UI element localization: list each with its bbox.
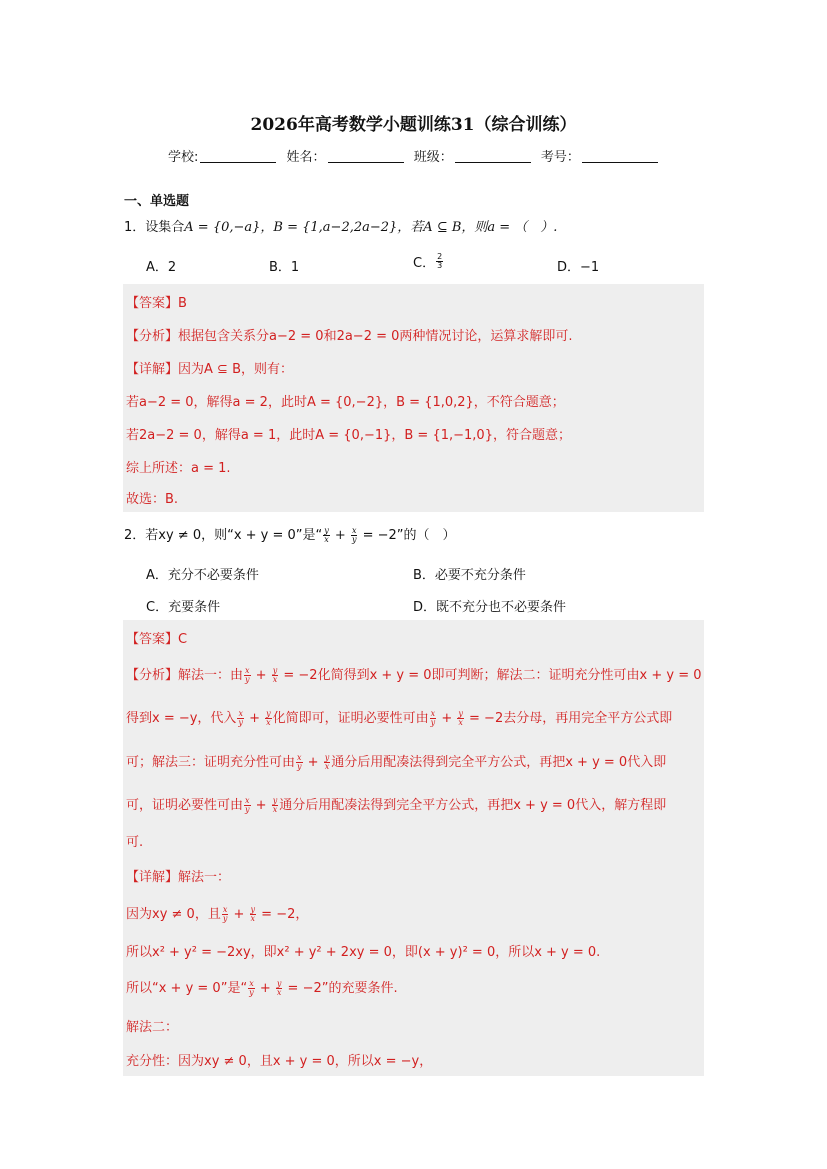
q2-detail-line-2: 因为xy ≠ 0，且 $\frac{x}{y}$ + $\frac{y}{x}$ = −2，: [126, 905, 309, 923]
fraction-y-over-x: $\frac{y}{x}$: [272, 796, 278, 814]
q2-option-c: C．充要条件: [146, 600, 221, 615]
q2-detail-line-5: 解法二：: [126, 1020, 179, 1035]
number-label: 考号：: [540, 150, 580, 165]
fraction-x-over-y: $\frac{x}{y}$: [238, 709, 243, 727]
q1-option-c-label: C．: [413, 256, 436, 271]
q2-analysis-line-2: 得到x = −y，代入 $\frac{x}{y}$ + $\frac{y}{x}$ 化简即可，证明必要性可由 $\frac{x}{y}$ + $\frac{y}{x}$ = −2去分母，再用完全平方公式即: [126, 709, 673, 727]
q1-answer: 【答案】B: [126, 296, 187, 311]
class-label: 班级：: [413, 150, 453, 165]
q2-analysis-line-4: 可，证明必要性可由 $\frac{x}{y}$ + $\frac{y}{x}$ 通分后用配凑法得到完全平方公式，再把x + y = 0代入，解方程即: [126, 796, 667, 814]
q2-analysis-line-1: 【分析】解法一：由 $\frac{x}{y}$ + $\frac{y}{x}$ = −2化简得到x + y = 0即可判断；解法二：证明充分性可由x + y = 0: [126, 666, 702, 684]
q1-choice: 故选：B.: [126, 492, 179, 507]
analysis-text: 通分后用配凑法得到完全平方公式，再把x + y = 0代入，解方程即: [279, 798, 667, 813]
analysis-text: 解法一：由: [178, 668, 244, 683]
analysis-text: 得到x = −y，代入: [126, 711, 237, 726]
fraction-x-over-y: $\frac{x}{y}$: [245, 666, 250, 684]
q1-analysis: [126, 325, 573, 344]
q1-option-c-fraction: [436, 253, 443, 270]
q1-stem-prefix: 1．设集合: [124, 220, 185, 235]
fraction-x-over-y: $\frac{x}{y}$: [297, 753, 302, 771]
fraction-x-over-y: $\frac{x}{y}$: [351, 526, 357, 544]
number-blank: [582, 150, 658, 163]
q1-option-a: A．2: [146, 260, 177, 275]
name-label: 姓名：: [286, 150, 326, 165]
q2-option-a: A．充分不必要条件: [146, 568, 259, 583]
detail-text: = −2，: [257, 907, 309, 922]
fraction-x-over-y: $\frac{x}{y}$: [249, 979, 254, 997]
name-blank: [328, 150, 404, 163]
q2-answer-box: [123, 620, 704, 1076]
analysis-text: 可；解法三：证明充分性可由: [126, 755, 296, 770]
q2-option-d: D．既不充分也不必要条件: [413, 600, 567, 615]
analysis-tag: 【分析】: [126, 668, 179, 683]
analysis-text: 可，证明必要性可由: [126, 798, 244, 813]
q2-detail-line-4: 所以“x + y = 0”是“ $\frac{x}{y}$ + $\frac{y}{x}$ = −2”的充要条件.: [126, 979, 398, 997]
q1-case-1: 若a−2 = 0，解得a = 2，此时A = {0,−2}，B = {1,0,2}，不符合题意；: [126, 395, 565, 410]
school-label: 学校:: [168, 150, 199, 165]
analysis-text: 化简即可，证明必要性可由: [272, 711, 429, 726]
fraction-x-over-y: $\frac{x}{y}$: [245, 796, 250, 814]
q2-detail-line-1: [126, 866, 230, 885]
detail-text: = −2”的充要条件.: [283, 981, 398, 996]
q2-stem-suffix: = −2”的（ ）: [358, 528, 456, 543]
detail-text: 所以“x + y = 0”是“: [126, 981, 248, 996]
detail-text: 因为xy ≠ 0，且: [126, 907, 221, 922]
q1-option-c: [413, 252, 444, 271]
page-title: 2026年高考数学小题训练31（综合训练）: [250, 115, 577, 135]
q2-stem-prefix: 2．若xy ≠ 0，则“x + y = 0”是“: [124, 528, 323, 543]
fraction-y-over-x: $\frac{y}{x}$: [250, 905, 256, 923]
q2-option-b: B．必要不充分条件: [413, 568, 526, 583]
detail-text: 解法一：: [178, 870, 231, 885]
q1-answer-box: [123, 284, 704, 512]
fraction-y-over-x: $\frac{y}{x}$: [324, 753, 330, 771]
q1-stem-math: A = {0,−a}，B = {1,a−2,2a−2}，若A ⊆ B，则a = （ ）.: [184, 220, 558, 235]
analysis-text: = −2化简得到x + y = 0即可判断；解法二：证明充分性可由x + y = 0: [279, 668, 702, 683]
detail-text: 因为A ⊆ B，则有：: [178, 362, 293, 377]
analysis-tag: 【分析】: [126, 329, 179, 344]
analysis-text: = −2去分母，再用完全平方公式即: [464, 711, 673, 726]
school-blank: [200, 150, 276, 163]
q1-option-d: D．−1: [557, 260, 600, 275]
fraction-y-over-x: $\frac{y}{x}$: [458, 709, 463, 727]
q2-analysis-line-5: 可.: [126, 835, 144, 850]
question-1-stem: [124, 216, 557, 235]
detail-tag: 【详解】: [126, 362, 179, 377]
q2-answer: 【答案】C: [126, 632, 188, 647]
fraction-y-over-x: $\frac{y}{x}$: [324, 526, 329, 544]
fraction-y-over-x: $\frac{y}{x}$: [276, 979, 282, 997]
analysis-text: 根据包含关系分a−2 = 0和2a−2 = 0两种情况讨论，运算求解即可.: [178, 329, 573, 344]
q2-analysis-line-3: 可；解法三：证明充分性可由 $\frac{x}{y}$ + $\frac{y}{x}$ 通分后用配凑法得到完全平方公式，再把x + y = 0代入即: [126, 753, 667, 771]
fraction-x-over-y: $\frac{x}{y}$: [430, 709, 436, 727]
q1-summary: 综上所述：a = 1.: [126, 461, 231, 476]
fraction-denominator: 3: [437, 261, 443, 270]
section-heading: 一、单选题: [124, 194, 190, 209]
q2-detail-line-6: 充分性：因为xy ≠ 0，且x + y = 0，所以x = −y，: [126, 1054, 433, 1069]
fraction-x-over-y: $\frac{x}{y}$: [222, 905, 228, 923]
analysis-text: 通分后用配凑法得到完全平方公式，再把x + y = 0代入即: [331, 755, 667, 770]
question-2-stem: 2．若xy ≠ 0，则“x + y = 0”是“ $\frac{y}{x}$ + $\frac{x}{y}$ = −2”的（ ）: [124, 526, 456, 544]
fraction-numerator: 2: [437, 252, 443, 261]
q2-detail-line-3: 所以x² + y² = −2xy，即x² + y² + 2xy = 0，即(x + y)² = 0，所以x + y = 0.: [126, 945, 601, 960]
q1-detail: [126, 358, 293, 377]
fraction-y-over-x: $\frac{y}{x}$: [266, 709, 271, 727]
q1-case-2: 若2a−2 = 0，解得a = 1，此时A = {0,−1}，B = {1,−1,0}，符合题意；: [126, 428, 571, 443]
student-info-line: [168, 146, 664, 165]
class-blank: [455, 150, 531, 163]
fraction-y-over-x: $\frac{y}{x}$: [272, 666, 278, 684]
detail-tag: 【详解】: [126, 870, 179, 885]
q1-option-b: B．1: [269, 260, 300, 275]
